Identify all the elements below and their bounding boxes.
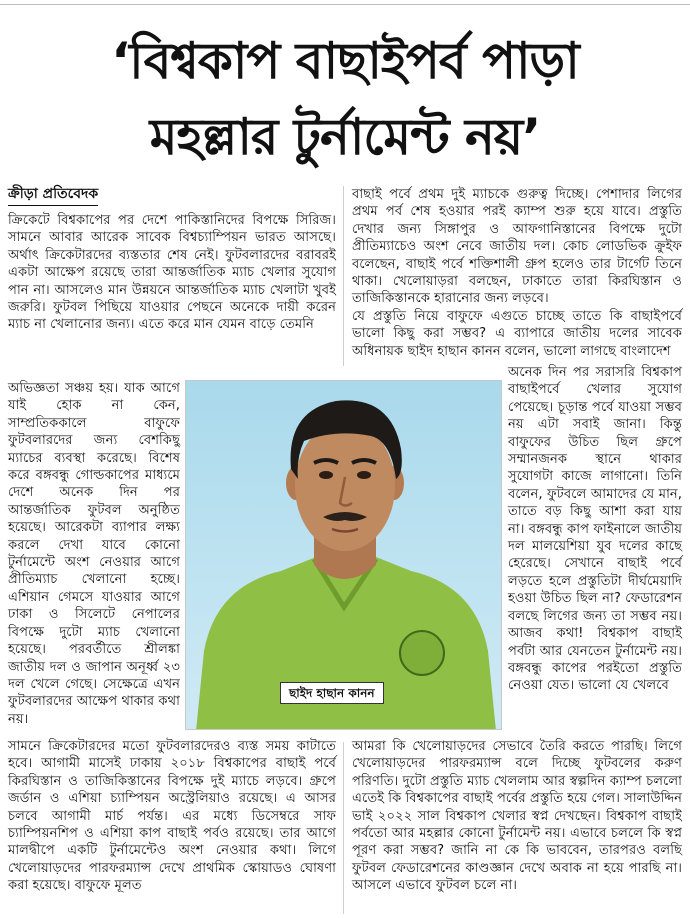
article-paragraph: সামনে ক্রিকেটারদের মতো ফুটবলারদেরও ব্যস্ত সময় কাটাতে হবে। আগামী মাসেই ঢাকায় ২০১৮ বিশ্বকাপের বাছাই পর্বে কিরঘিস্তান ও তাজিকিস্তানের বিপক্ষে দুই ম্যাচে লড়বে। গ্রুপে জর্ডান ও এশিয়া চ্যাম্পিয়ন অস্ট্রেলিয়াও রয়েছে। এ আসর চলবে আগামী মার্চ পর্যন্ত। এর মধ্যে ডিসেম্বরে সাফ চ্যাম্পিয়নশিপ ও এশিয়া কাপ বাছাই পর্বও রয়েছে। তার আগে মালদ্বীপে একটি টুর্নামেন্টেও অংশ নেওয়ার কথা। লিগে খেলোয়াড়দের পারফরম্যান্স দেখে প্রাথমিক স্কোয়াডও ঘোষণা করা হয়েছে। বাফুফে মূলত [8, 739, 336, 894]
photo-caption: ছাইদ হাছান কানন [280, 682, 384, 704]
column-divider [343, 186, 344, 366]
headline-line-2: মহল্লার টুর্নামেন্ট নয়’ [149, 108, 541, 166]
article-column-right-middle [508, 364, 682, 695]
article-paragraph: অনেক দিন পর সরাসরি বিশ্বকাপ বাছাইপর্বে খেলার সুযোগ পেয়েছে। চূড়ান্ত পর্বে যাওয়া সম্ভব নয় এটা সবাই জানা। কিন্তু বাফুফের উচিত ছিল গ্রুপে সম্মানজনক স্থানে থাকার সুযোগটা কাজে লাগানো। তিনি বলেন, ফুটবলে আমাদের যে মান, তাতে বড় কিছু আশা করা যায় না। বঙ্গবন্ধু কাপ ফাইনালে জাতীয় দল মালয়েশিয়া যুব দলের কাছে হেরেছে। সেখানে বাছাই পর্বে লড়তে হলে প্রস্তুতিটা দীর্ঘমেয়াদি হওয়া উচিত ছিল না? ফেডারেশন বলছে লিগের জন্য তা সম্ভব নয়। আজব কথা! বিশ্বকাপ বাছাই পর্বটা আর যেনতেন টুর্নামেন্ট নয়। বঙ্গবন্ধু কাপের পরইতো প্রস্তুতি নেওয়া যেত। ভালো যে খেলবে [508, 365, 682, 694]
headline-line-1: ‘বিশ্বকাপ বাছাইপর্ব পাড়া [111, 32, 579, 90]
article-paragraph: ক্রিকেটে বিশ্বকাপের পর দেশে পাকিস্তানিদের বিপক্ষে সিরিজ। সামনে আবার আরেক সাবেক বিশ্বচ্যাম্পিয়ন ভারত আসছে। অর্থাৎ ক্রিকেটারদের ব্যস্ততার শেষ নেই। ফুটবলারদের বরাবরই একটা আক্ষেপ রয়েছে তারা আন্তর্জাতিক ম্যাচ খেলার সুযোগ পান না। আসলেও মান উন্নয়নে আন্তর্জাতিক ম্যাচ খেলাটা খুবই জরুরি। ফুটবল পিছিয়ে যাওয়ার পেছনে অনেকে দায়ী করেন ম্যাচ না খেলানোর জন্য। এতে করে মান যেমন বাড়ে তেমনি [8, 213, 336, 333]
article-paragraph: বাছাই পর্বে প্রথম দুই ম্যাচকে গুরুত্ব দিচ্ছে। পেশাদার লিগের প্রথম পর্ব শেষ হওয়ার পরই ক্যাম্প শুরু হয়ে যাবে। প্রস্তুতি দেখার জন্য সিঙ্গাপুর ও আফগানিস্তানের বিপক্ষে দুটো প্রীতিম্যাচেও অংশ নেবে জাতীয় দল। কোচ লোডভিক ক্রুইফ বলেছেন, বাছাই পর্বে শক্তিশালী গ্রুপ হলেও তার টার্গেট তিনে থাকা। খেলোয়াড়রা বলছেন, ঢাকাতে তারা কিরঘিস্তান ও তাজিকিস্তানকে হারানোর জন্য লড়বে। [352, 187, 682, 307]
page-top-rule [0, 4, 690, 5]
article-column-left-middle [8, 380, 180, 728]
portrait-photo [185, 380, 502, 730]
article-column-right-bottom [352, 738, 682, 895]
article-column-left-bottom [8, 738, 336, 895]
article-paragraph: অভিজ্ঞতা সঞ্চয় হয়। যাক আগে যাই হোক না কেন, সাম্প্রতিককালে বাফুফে ফুটবলারদের জন্য বেশকিছু ম্যাচের ব্যবস্থা করেছে। বিশেষ করে বঙ্গবন্ধু গোল্ডকাপের মাধ্যমে দেশে অনেক দিন পর আন্তর্জাতিক ফুটবল অনুষ্ঠিত হয়েছে। আরেকটা ব্যাপার লক্ষ্য করলে দেখা যাবে কোনো টুর্নামেন্টে অংশ নেওয়ার আগে প্রীতিম্যাচ খেলানো হচ্ছে। এশিয়ান গেমসে যাওয়ার আগে ঢাকা ও সিলেটে নেপালের বিপক্ষে দুটো ম্যাচ খেলানো হয়েছে। পরবর্তীতে শ্রীলঙ্কা জাতীয় দল ও জাপান অনূর্ধ্ব ২৩ দল খেলে গেছে। সেক্ষেত্রে এখন ফুটবলারদের আক্ষেপ থাকার কথা নয়। [8, 381, 180, 727]
article-column-left-top [8, 212, 336, 334]
article-paragraph: আমরা কি খেলোয়াড়দের সেভাবে তৈরি করতে পারছি। লিগে খেলোয়াড়দের পারফরম্যান্স বলে দিচ্ছে ফুটবলের করুণ পরিণতি। দুটো প্রস্তুতি ম্যাচ খেললাম আর স্বল্পদিন ক্যাম্প চললো এতেই কি বিশ্বকাপের বাছাই পর্বের প্রস্তুতি হয়ে গেল। সালাউদ্দিন ভাই ২০২২ সাল বিশ্বকাপ খেলার স্বপ্ন দেখছেন। বিশ্বকাপ বাছাই পর্বতো আর মহল্লার কোনো টুর্নামেন্ট নয়। এভাবে চললে কি স্বপ্ন পূরণ করা সম্ভব? জানি না কে কি ভাববেন, তারপরও বলছি ফুটবল ফেডারেশনের কাণ্ডজ্ঞান দেখে অবাক না হয়ে পারছি না। আসলে এভাবে ফুটবল চলে না। [352, 739, 682, 894]
article-paragraph: যে প্রস্তুতি নিয়ে বাফুফে এগুতে চাচ্ছে তাতে কি বাছাইপর্বে ভালো কিছু করা সম্ভব? এ ব্যাপারে জাতীয় দলের সাবেক অধিনায়ক ছাইদ হাছান কানন বলেন, ভালো লাগছে বাংলাদেশ [352, 308, 682, 359]
column-divider [343, 742, 344, 914]
byline: ক্রীড়া প্রতিবেদক [8, 184, 98, 206]
article-column-right-top [352, 186, 682, 360]
portrait-illustration [186, 381, 502, 730]
